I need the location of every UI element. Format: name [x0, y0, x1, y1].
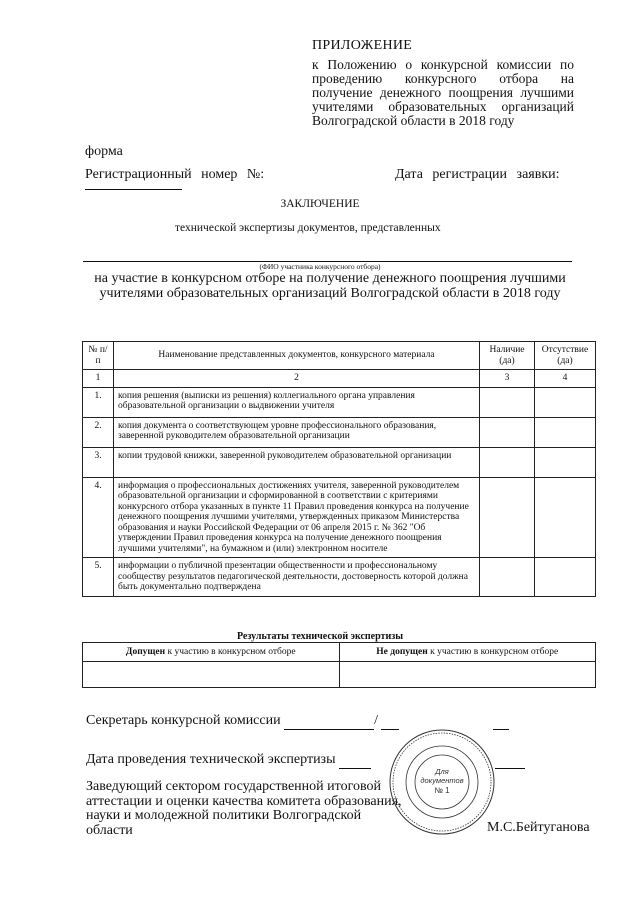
head-position: Заведующий сектором государственной итоговой аттестации и оценки качества комитета образования, науки и молодежной политики Волгоградской области	[86, 779, 402, 838]
table-row	[83, 387, 596, 417]
row-text: копия документа о соответствующем уровне профессионального образования, заверенной руководителем образовательной организации	[114, 417, 480, 447]
table-row	[83, 477, 596, 558]
row-num: 1.	[83, 387, 114, 417]
index-cell: 3	[480, 370, 535, 388]
stamp-line-2: документов	[420, 776, 464, 785]
results-title: Результаты технической экспертизы	[236, 631, 404, 642]
admitted-header	[83, 643, 340, 662]
head-name: М.С.Бейтуганова	[487, 820, 590, 835]
registration-number-label: Регистрационный номер №:	[85, 167, 265, 182]
index-cell: 2	[114, 370, 480, 388]
registration-number-line[interactable]	[85, 189, 182, 190]
table-index-row	[83, 370, 596, 388]
absent-cell[interactable]	[535, 558, 596, 597]
not-admitted-rest: к участию в конкурсном отборе	[427, 647, 559, 657]
present-cell[interactable]	[480, 387, 535, 417]
header-num: № п/п	[83, 342, 114, 370]
absent-cell[interactable]	[535, 387, 596, 417]
table-header-row	[83, 342, 596, 370]
not-admitted-cell[interactable]	[339, 662, 596, 688]
documents-table	[82, 341, 596, 597]
row-text: информация о профессиональных достижениях учителя, заверенной руководителем образовательной организации и сформированной в соответствии с критериями конкурсного отбора указанных в пункте 11 Правил проведения конкурса на получение денежного поощрения лучшими учителями, утвержденных приказом Министерства образования и науки Российской Федерации от 06 апреля 2015 г. № 362 "Об утверждении Правил проведения конкурса на получение денежного поощрения лучшими учителями", на бумажном и (или) электронном носителе	[114, 477, 480, 558]
admitted-cell[interactable]	[83, 662, 340, 688]
results-value-row	[83, 662, 596, 688]
conclusion-subtitle: технической экспертизы документов, представленных	[175, 222, 441, 234]
exam-date-label: Дата проведения технической экспертизы	[86, 752, 336, 767]
header-present: Наличие (да)	[480, 342, 535, 370]
table-row	[83, 558, 596, 597]
row-text: копии трудовой книжки, заверенной руководителем образовательной организации	[114, 447, 480, 477]
header-absent: Отсутствие (да)	[535, 342, 596, 370]
present-cell[interactable]	[480, 417, 535, 447]
row-num: 4.	[83, 477, 114, 558]
exam-date-field-left[interactable]	[339, 752, 371, 769]
row-num: 2.	[83, 417, 114, 447]
not-admitted-bold: Не допущен	[376, 647, 428, 657]
secretary-label: Секретарь конкурсной комиссии	[86, 713, 281, 728]
admitted-rest: к участию в конкурсном отборе	[165, 647, 296, 657]
index-cell: 1	[83, 370, 114, 388]
row-num: 3.	[83, 447, 114, 477]
present-cell[interactable]	[480, 447, 535, 477]
stamp-icon	[388, 728, 496, 836]
absent-cell[interactable]	[535, 477, 596, 558]
registration-date-label: Дата регистрации заявки:	[395, 167, 560, 182]
stamp-line-1: Для	[435, 767, 449, 776]
secretary-signature-field[interactable]	[284, 713, 374, 730]
results-table	[82, 642, 596, 688]
row-text: информации о публичной презентации общественности и профессиональному сообществу результатов педагогической деятельности, достоверность которой должна быть документально подтверждена	[114, 558, 480, 597]
secretary-line: Секретарь конкурсной комиссии /	[86, 713, 509, 730]
absent-cell[interactable]	[535, 417, 596, 447]
present-cell[interactable]	[480, 558, 535, 597]
row-text: копия решения (выписки из решения) коллегиального органа управления образовательной организации о выдвижении учителя	[114, 387, 480, 417]
header-name: Наименование представленных документов, конкурсного материала	[114, 342, 480, 370]
appendix-text: к Положению о конкурсной комиссии по проведению конкурсного отбора на получение денежного поощрения лучшими учителями образовательных организаций Волгоградской области в 2018 году	[312, 57, 574, 128]
participant-name-caption: (ФИО участника конкурсного отбора)	[259, 262, 381, 271]
present-cell[interactable]	[480, 477, 535, 558]
row-num: 5.	[83, 558, 114, 597]
admitted-bold: Допущен	[125, 647, 166, 657]
stamp-line-3: № 1	[434, 786, 450, 795]
index-cell: 4	[535, 370, 596, 388]
table-row	[83, 417, 596, 447]
exam-date-field-right[interactable]	[495, 752, 525, 769]
form-label: форма	[85, 144, 123, 159]
absent-cell[interactable]	[535, 447, 596, 477]
not-admitted-header	[339, 643, 596, 662]
participation-text: на участие в конкурсном отборе на получение денежного поощрения лучшими учителями образовательных организаций Волгоградской области в 2018 году	[94, 271, 566, 301]
appendix-title: ПРИЛОЖЕНИЕ	[312, 38, 413, 53]
conclusion-title: ЗАКЛЮЧЕНИЕ	[280, 198, 360, 210]
results-header-row	[83, 643, 596, 662]
table-row	[83, 447, 596, 477]
